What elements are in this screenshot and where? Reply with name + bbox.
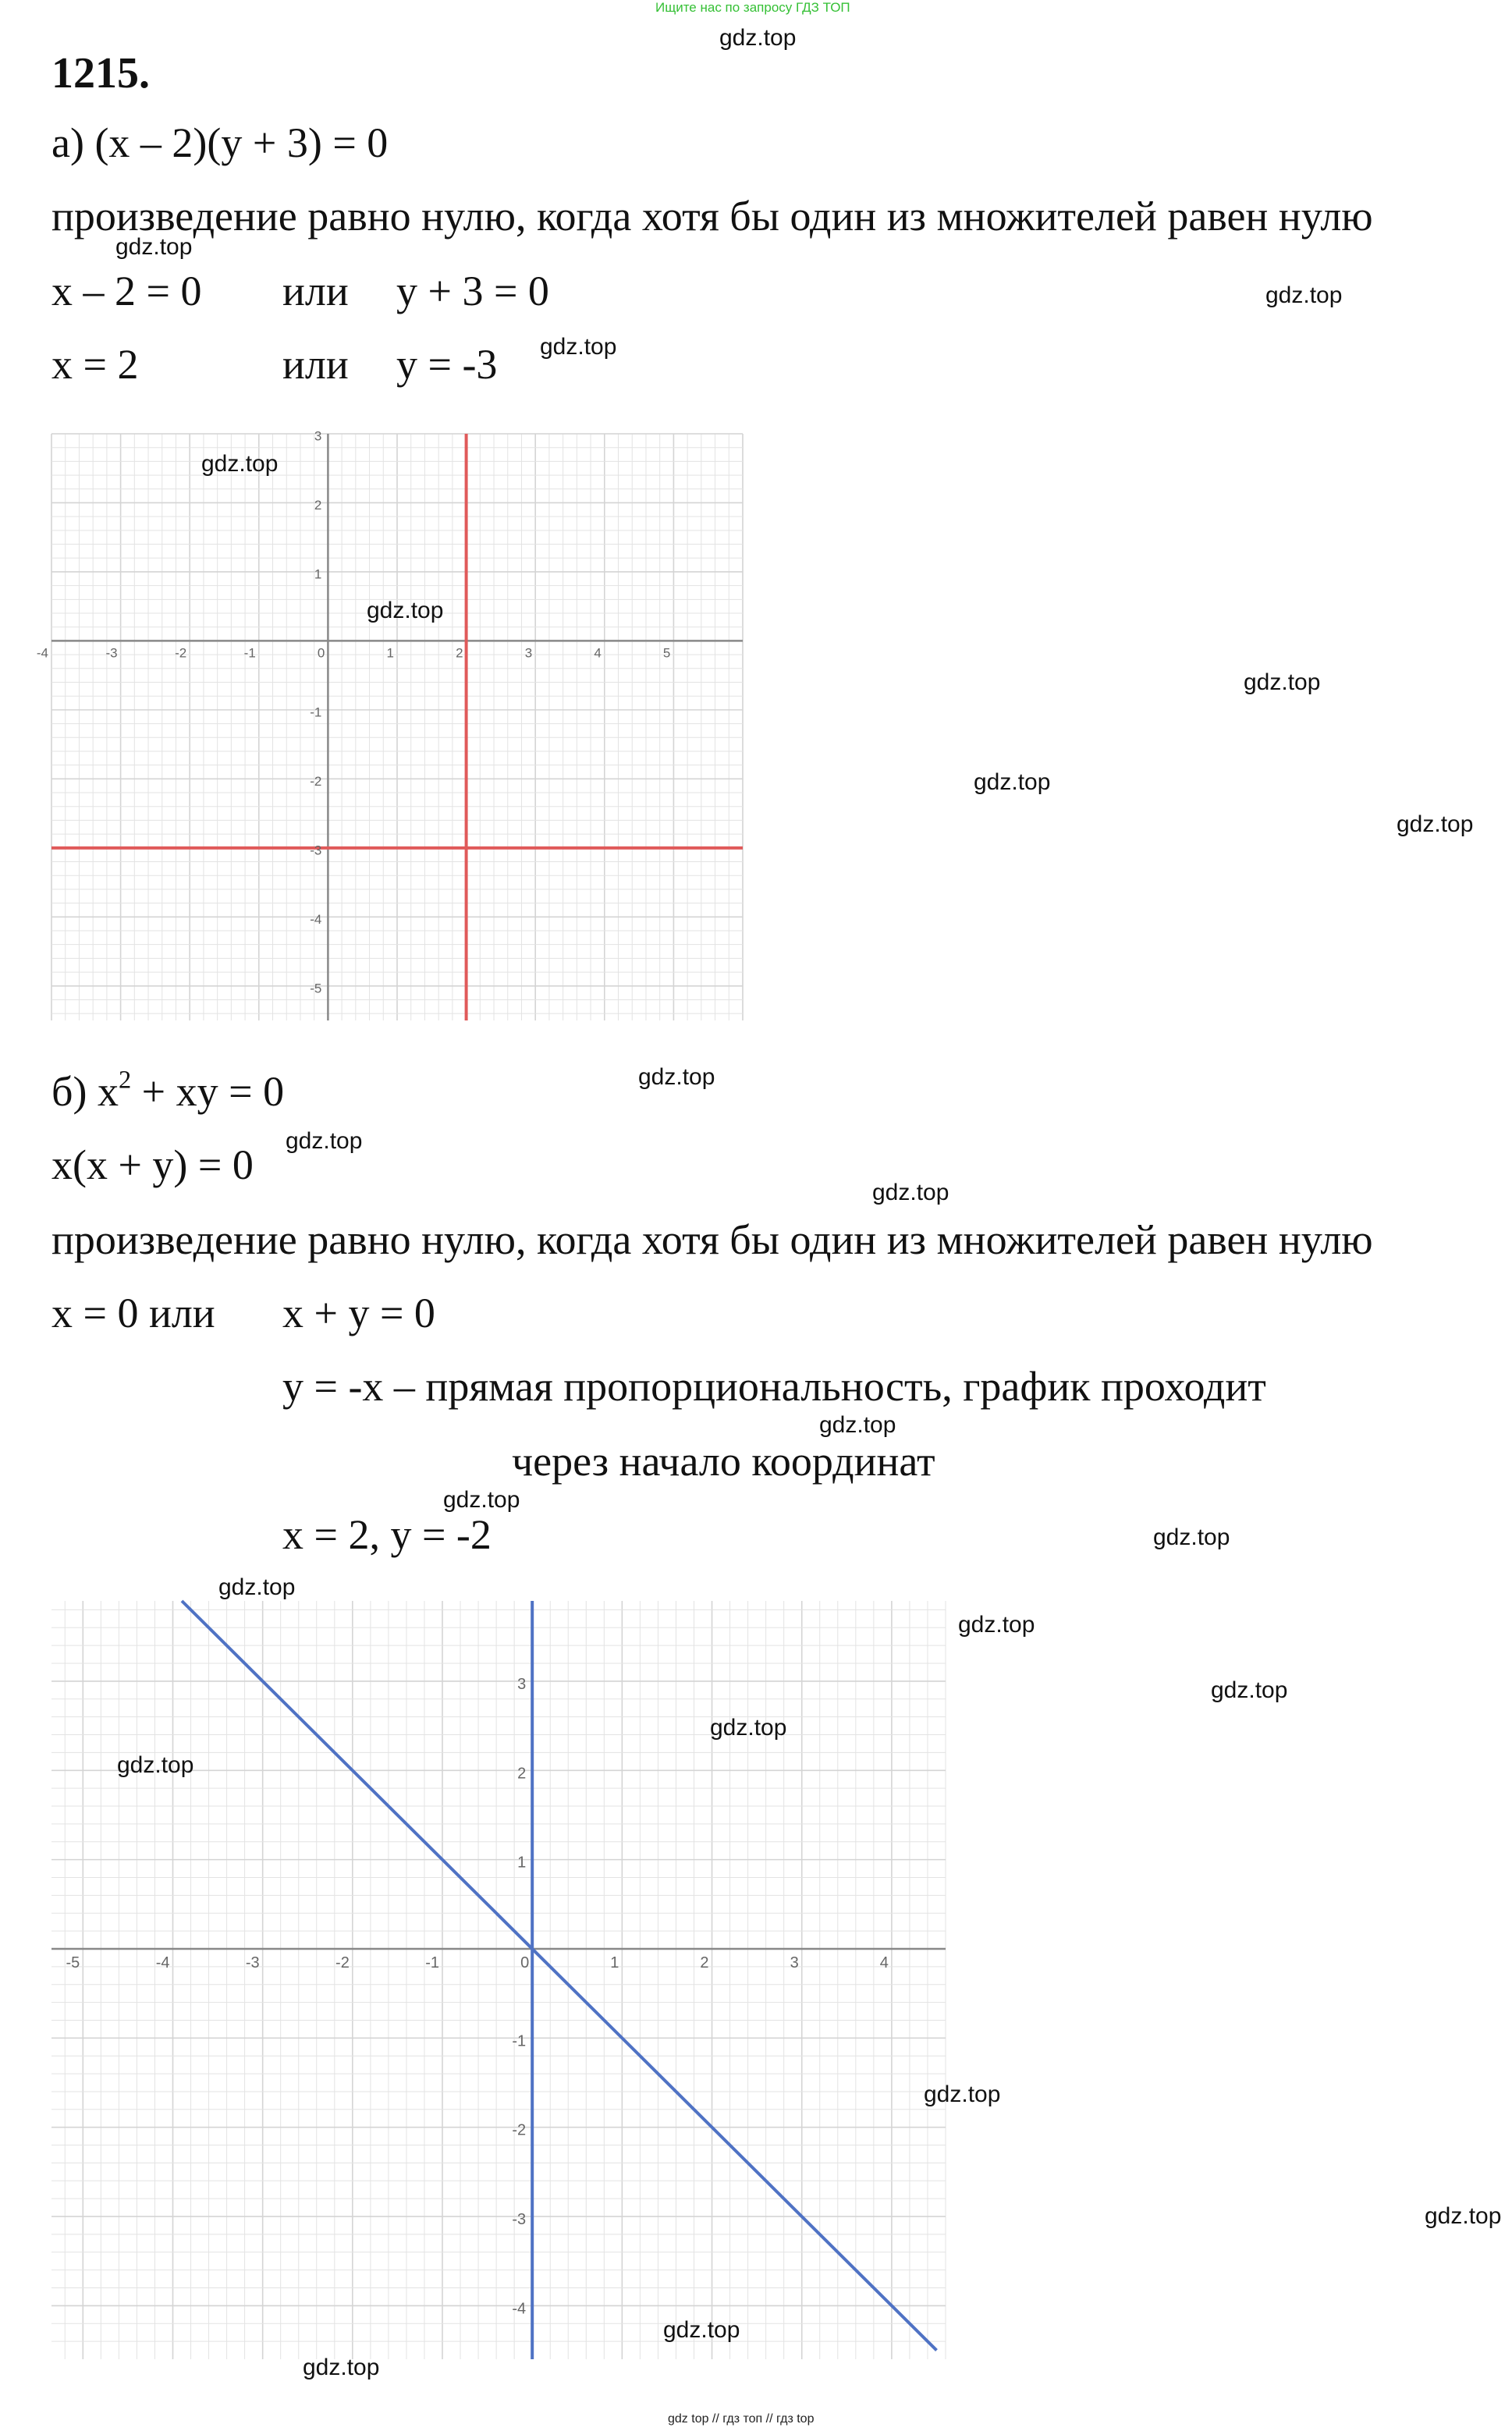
x-tick-label: 5 xyxy=(662,645,671,661)
chart-b-series xyxy=(182,1601,936,2359)
part-a-step2-left: x = 2 xyxy=(51,341,139,388)
x-tick-label: 4 xyxy=(594,645,602,661)
part-a-step1-or: или xyxy=(282,268,349,314)
part-b-equation-prefix: б) x xyxy=(51,1068,119,1115)
watermark: gdz.top xyxy=(872,1180,949,1205)
x-tick-label: -1 xyxy=(243,645,256,661)
y-tick-label: 1 xyxy=(517,1854,527,1872)
top-note: Ищите нас по запросу ГДЗ ТОП xyxy=(655,0,850,15)
part-a-step1-right: y + 3 = 0 xyxy=(396,268,549,314)
x-tick-label: -3 xyxy=(245,1954,260,1971)
watermark: gdz.top xyxy=(710,1715,787,1741)
part-a-explanation: произведение равно нулю, когда хотя бы один из множителей равен нулю xyxy=(51,193,1373,240)
x-tick-label: -4 xyxy=(155,1954,170,1971)
watermark: gdz.top xyxy=(1265,282,1343,308)
part-b-equation xyxy=(51,1066,285,1115)
watermark: gdz.top xyxy=(443,1487,520,1513)
chart-b-axes xyxy=(51,1601,946,2359)
watermark: gdz.top xyxy=(1244,669,1321,695)
x-tick-label: 3 xyxy=(524,645,533,661)
chart-a xyxy=(36,428,743,1020)
watermark: gdz.top xyxy=(115,234,193,260)
watermark: gdz.top xyxy=(719,25,797,51)
watermark: gdz.top xyxy=(924,2081,1001,2107)
footer-note: gdz top // гдз топ // гдз top xyxy=(668,2412,815,2426)
watermark: gdz.top xyxy=(540,334,617,360)
watermark: gdz.top xyxy=(974,769,1051,795)
y-tick-label: -5 xyxy=(310,981,322,996)
part-b-explanation: произведение равно нулю, когда хотя бы один из множителей равен нулю xyxy=(51,1216,1373,1263)
y-tick-label: -3 xyxy=(310,843,322,858)
y-tick-label: 2 xyxy=(314,497,322,513)
watermark: gdz.top xyxy=(958,1612,1035,1638)
watermark: gdz.top xyxy=(1397,811,1474,837)
x-tick-label: 4 xyxy=(879,1954,889,1971)
watermark: gdz.top xyxy=(1153,1524,1230,1550)
x-tick-label: -1 xyxy=(425,1954,440,1971)
y-tick-label: -3 xyxy=(512,2211,527,2229)
part-a-equation: а) (x – 2)(y + 3) = 0 xyxy=(51,119,389,166)
chart-b-grid xyxy=(51,1601,946,2359)
x-tick-label: 3 xyxy=(790,1954,799,1971)
part-b-point: x = 2, y = -2 xyxy=(282,1511,492,1558)
y-tick-label: -2 xyxy=(512,2121,527,2139)
x-tick-label: -3 xyxy=(105,645,118,661)
watermark: gdz.top xyxy=(638,1064,715,1090)
watermark: gdz.top xyxy=(286,1128,363,1154)
part-a-step2-right: y = -3 xyxy=(396,341,498,388)
y-tick-label: 2 xyxy=(517,1765,527,1783)
watermark: gdz.top xyxy=(1425,2203,1502,2229)
watermark: gdz.top xyxy=(1211,1677,1288,1703)
x-tick-label: 0 xyxy=(317,645,325,661)
part-b-proportionality: y = -x – прямая пропорциональность, график проходит xyxy=(282,1363,1266,1410)
x-tick-label: -2 xyxy=(335,1954,350,1971)
x-tick-label: 1 xyxy=(386,645,394,661)
y-tick-label: 3 xyxy=(517,1675,527,1693)
part-b-exponent: 2 xyxy=(118,1066,132,1095)
watermark: gdz.top xyxy=(819,1412,896,1438)
part-b-case-right: x + y = 0 xyxy=(282,1290,435,1336)
y-tick-label: 1 xyxy=(314,566,322,582)
y-tick-label: -4 xyxy=(310,911,322,927)
part-b-case-left: x = 0 или xyxy=(51,1290,215,1336)
part-b-equation-suffix: + xy = 0 xyxy=(131,1068,285,1115)
series-line xyxy=(182,1601,936,2351)
chart-b xyxy=(51,1601,946,2359)
watermark: gdz.top xyxy=(218,1574,296,1600)
watermark: gdz.top xyxy=(117,1752,194,1778)
part-b-factored: x(x + y) = 0 xyxy=(51,1141,254,1188)
watermark: gdz.top xyxy=(663,2317,740,2343)
y-tick-label: -1 xyxy=(512,2032,527,2050)
x-tick-label: 1 xyxy=(610,1954,619,1971)
x-tick-label: -4 xyxy=(36,645,48,661)
problem-number: 1215. xyxy=(51,49,150,98)
chart-a-tick-labels xyxy=(37,429,671,996)
watermark: gdz.top xyxy=(201,451,279,477)
x-tick-label: -5 xyxy=(66,1954,80,1971)
watermark: gdz.top xyxy=(367,598,444,623)
x-tick-label: 0 xyxy=(520,1954,530,1971)
x-tick-label: -2 xyxy=(175,645,187,661)
x-tick-label: 2 xyxy=(456,645,463,661)
x-tick-label: 2 xyxy=(700,1954,709,1971)
chart-a-grid xyxy=(51,434,743,1020)
part-a-step1-left: x – 2 = 0 xyxy=(51,268,202,314)
y-tick-label: 3 xyxy=(314,428,322,444)
part-a-step2-or: или xyxy=(282,341,349,388)
y-tick-label: -2 xyxy=(310,773,322,789)
y-tick-label: -4 xyxy=(512,2300,527,2318)
part-b-through-origin: через начало координат xyxy=(512,1438,935,1485)
watermark: gdz.top xyxy=(303,2355,380,2380)
y-tick-label: -1 xyxy=(310,704,322,720)
